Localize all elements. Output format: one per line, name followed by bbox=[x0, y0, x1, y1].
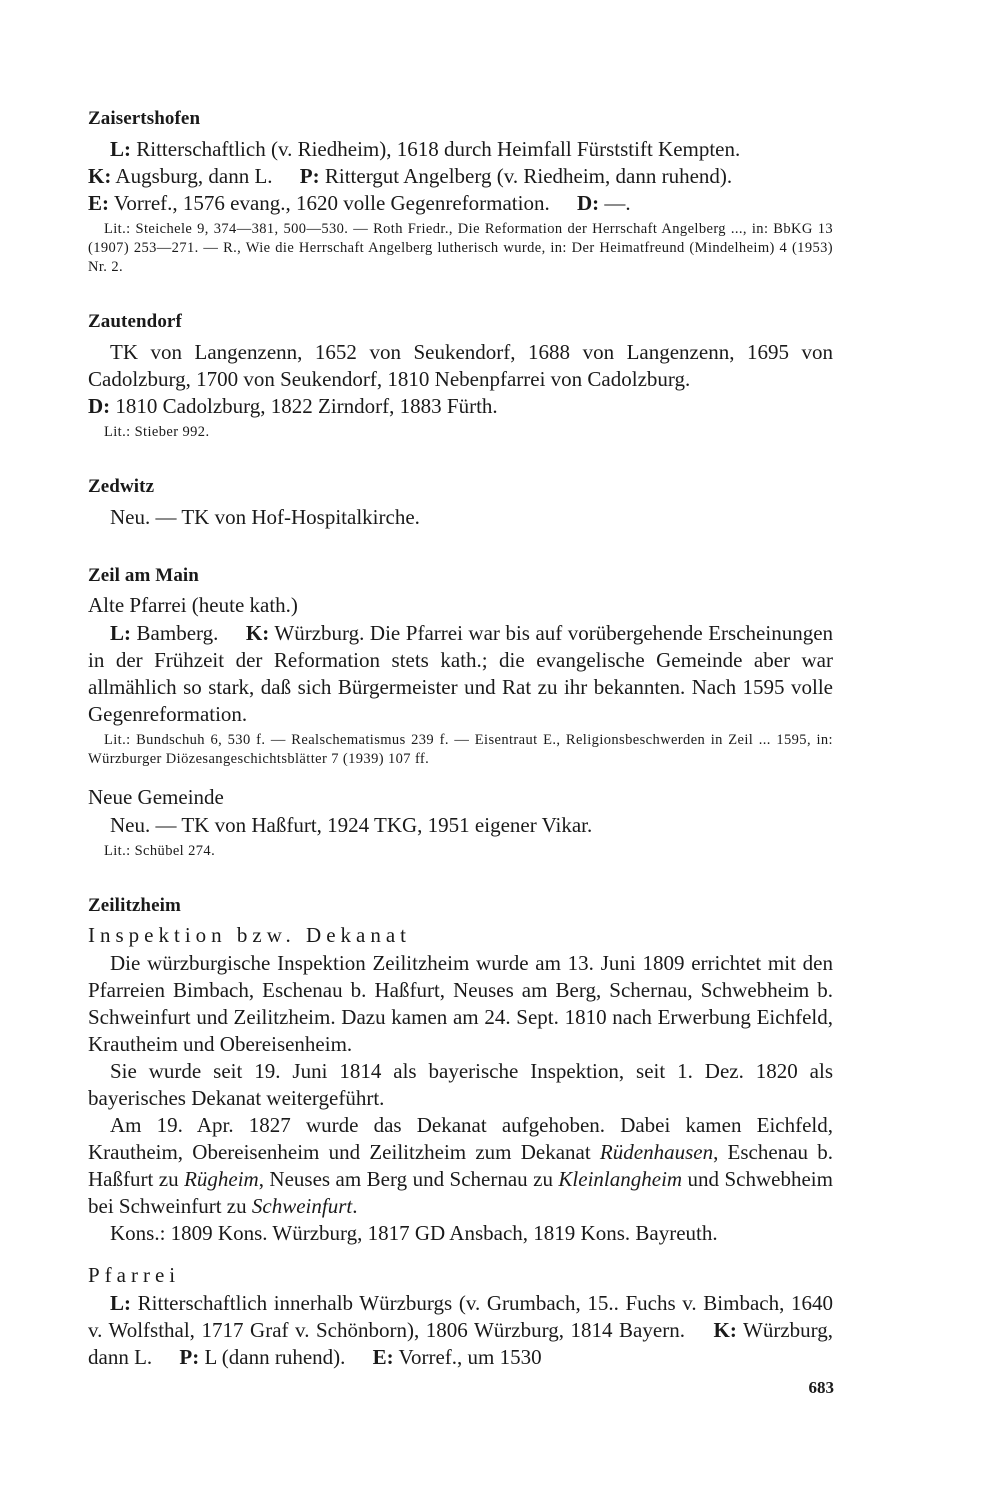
label-k: K: bbox=[713, 1318, 737, 1342]
entry-text: Neu. — TK von Haßfurt, 1924 TKG, 1951 eigener Vikar. bbox=[110, 813, 593, 837]
place-ruegheim: Rügheim bbox=[184, 1167, 259, 1191]
paragraph-2: Sie wurde seit 19. Juni 1814 als bayerische Inspektion, seit 1. Dez. 1820 als bayerisches Dekanat weitergeführt. bbox=[88, 1059, 833, 1110]
entry-zaisertshofen bbox=[88, 108, 833, 277]
text-k: Würzburg, dann L. bbox=[88, 1318, 834, 1369]
literature: Lit.: Stieber 992. bbox=[104, 424, 210, 440]
entry-title: Zeilitzheim bbox=[88, 895, 181, 916]
subheading-inspektion: Inspektion bzw. Dekanat bbox=[88, 923, 411, 947]
text-k: Würzburg. Die Pfarrei war bis auf vorübergehende Erscheinungen in der Frühzeit der Reformation stets kath.; die evangelische Gemeinde aber war allmählich so stark, daß sich Bürgermeister und Rat zu ihr bekannten. Nach 1595 volle Gegenreformation. bbox=[88, 621, 834, 726]
text-p: Rittergut Angelberg (v. Riedheim, dann ruhend). bbox=[324, 164, 733, 188]
label-k: K: bbox=[245, 621, 270, 645]
text-l: Ritterschaftlich (v. Riedheim), 1618 durch Heimfall Fürststift Kempten. bbox=[136, 137, 741, 161]
page-number: 683 bbox=[808, 1378, 834, 1397]
entry-zeilitzheim bbox=[88, 895, 833, 1371]
place-kleinlangheim: Kleinlangheim bbox=[558, 1167, 683, 1191]
entry-text: TK von Langenzenn, 1652 von Seukendorf, 1688 von Langenzenn, 1695 von Cadolzburg, 1700 von Seukendorf, 1810 Nebenpfarrei von Cadolzburg. bbox=[88, 340, 833, 391]
konsistorium-line: Kons.: 1809 Kons. Würzburg, 1817 GD Ansbach, 1819 Kons. Bayreuth. bbox=[110, 1221, 718, 1245]
entry-paragraph bbox=[88, 620, 833, 728]
entry-title: Zautendorf bbox=[88, 311, 182, 332]
text-segment: , Eschenau b. Haßfurt zu bbox=[88, 1140, 833, 1191]
label-l: L: bbox=[110, 137, 131, 161]
entry-line-l bbox=[88, 136, 833, 163]
place-schweinfurt: Schweinfurt bbox=[251, 1194, 353, 1218]
text-l: Ritterschaftlich innerhalb Würzburgs (v. Grumbach, 15.. Fuchs v. Bimbach, 1640 v. Wolfsthal, 1717 Graf v. Schönborn), 1806 Würzburg, 1814 Bayern. bbox=[88, 1291, 833, 1342]
pfarrei-paragraph bbox=[88, 1290, 833, 1371]
text-e: Vorref., um 1530 bbox=[398, 1345, 542, 1369]
text-segment: , Neuses am Berg und Schernau zu bbox=[258, 1167, 559, 1191]
entry-line-d bbox=[88, 393, 833, 420]
literature: Lit.: Schübel 274. bbox=[104, 843, 216, 859]
entry-zeil-am-main bbox=[88, 565, 833, 861]
label-d: D: bbox=[576, 191, 600, 215]
paragraph-1: Die würzburgische Inspektion Zeilitzheim wurde am 13. Juni 1809 errichtet mit den Pfarreien Bimbach, Eschenau b. Haßfurt, Neuses am Berg, Schernau, Schwebheim b. Schweinfurt und Zeilitzheim. Dazu kamen am 24. Sept. 1810 nach Erwerbung Eichfeld, Krautheim und Obereisenheim. bbox=[88, 951, 833, 1056]
entry-zautendorf bbox=[88, 311, 833, 442]
text-d: 1810 Cadolzburg, 1822 Zirndorf, 1883 Fürth. bbox=[115, 394, 498, 418]
label-e: E: bbox=[372, 1345, 394, 1369]
label-k: K: bbox=[88, 164, 112, 188]
text-segment: Am 19. Apr. 1827 wurde das Dekanat aufgehoben. Dabei kamen Eichfeld, Krautheim, Obereisenheim und Zeilitzheim zum Dekanat bbox=[88, 1113, 833, 1164]
label-l: L: bbox=[110, 1291, 131, 1315]
literature: Lit.: Steichele 9, 374—381, 500—530. — Roth Friedr., Die Reformation der Herrschaft Angelberg ..., in: BbKG 13 (1907) 253—271. — R., Wie die Herrschaft Angelberg lutherisch wurde, in: Der Heimatfreund (Mindelheim) 4 (1953) Nr. 2. bbox=[88, 221, 833, 275]
subheading-neue-gemeinde: Neue Gemeinde bbox=[88, 785, 224, 809]
subheading-pfarrei: Pfarrei bbox=[88, 1263, 181, 1287]
literature: Lit.: Bundschuh 6, 530 f. — Realschematismus 239 f. — Eisentraut E., Religionsbeschwerden in Zeil ... 1595, in: Würzburger Diözesangeschichtsblätter 7 (1939) 107 ff. bbox=[88, 732, 833, 767]
text-k: Augsburg, dann L. bbox=[115, 164, 273, 188]
text-p: L (dann ruhend). bbox=[204, 1345, 346, 1369]
label-d: D: bbox=[88, 394, 111, 418]
entry-title: Zaisertshofen bbox=[88, 108, 201, 129]
page-content bbox=[88, 108, 833, 1371]
entry-zedwitz bbox=[88, 476, 833, 531]
text-e: Vorref., 1576 evang., 1620 volle Gegenreformation. bbox=[113, 191, 550, 215]
entry-line-e-d bbox=[88, 190, 833, 217]
label-p: P: bbox=[179, 1345, 200, 1369]
text-d: —. bbox=[604, 191, 631, 215]
text-segment: . bbox=[352, 1194, 358, 1218]
entry-line-k-p bbox=[88, 163, 833, 190]
entry-title: Zeil am Main bbox=[88, 565, 199, 586]
text-l: Bamberg. bbox=[136, 621, 219, 645]
label-e: E: bbox=[88, 191, 109, 215]
label-l: L: bbox=[110, 621, 131, 645]
label-p: P: bbox=[299, 164, 320, 188]
paragraph-3 bbox=[88, 1112, 833, 1220]
place-ruedenhausen: Rüdenhausen bbox=[599, 1140, 714, 1164]
entry-text: Neu. — TK von Hof-Hospitalkirche. bbox=[110, 505, 420, 529]
subheading-alte-pfarrei: Alte Pfarrei (heute kath.) bbox=[88, 593, 298, 617]
text-segment: und Schwebheim bei Schweinfurt zu bbox=[88, 1167, 833, 1218]
entry-title: Zedwitz bbox=[88, 476, 155, 497]
